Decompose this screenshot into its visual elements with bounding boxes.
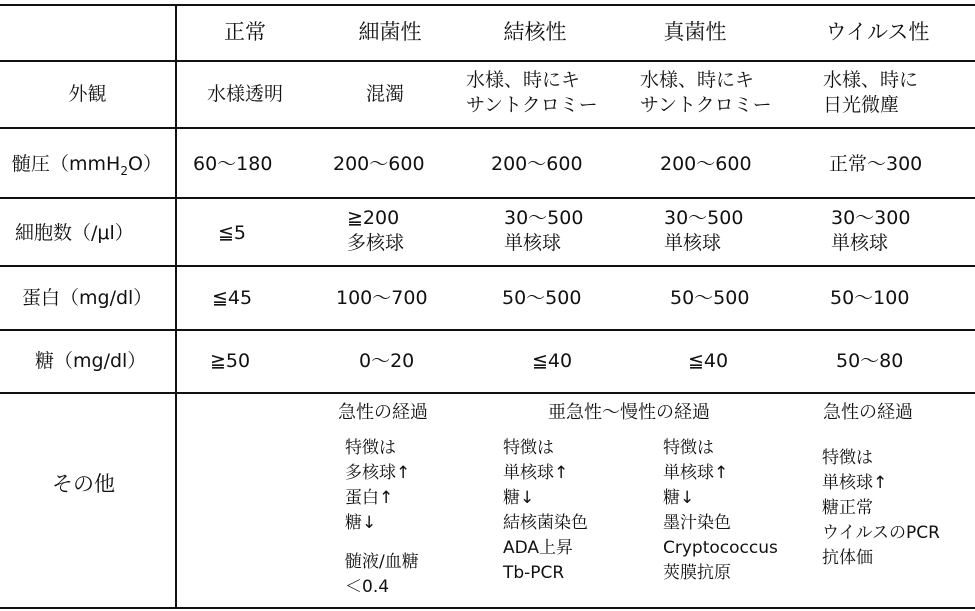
cell-pressure-viral: 正常〜300 xyxy=(829,153,923,175)
header-tuberculous: 結核性 xyxy=(503,20,567,44)
row-label-pressure: 髄圧（mmH$_2$O） xyxy=(12,153,162,178)
cell-cells-fungal: 30〜500 単核球 xyxy=(664,207,744,254)
header-normal: 正常 xyxy=(224,20,266,44)
row-divider xyxy=(0,392,975,394)
features-viral: 特徴は 単核球↑ 糖正常 ウイルスのPCR 抗体価 xyxy=(822,448,940,568)
cell-protein-bacterial: 100〜700 xyxy=(336,287,428,309)
header-viral: ウイルス性 xyxy=(825,20,930,44)
row-divider xyxy=(0,4,975,6)
features-tuberculous: 特徴は 単核球↑ 糖↓ 結核菌染色 ADA上昇 Tb-PCR xyxy=(503,438,588,583)
cell-sugar-normal: ≧50 xyxy=(210,350,251,372)
row-label-sugar: 糖（mg/dl） xyxy=(35,350,147,372)
cell-cells-bacterial: ≧200 多核球 xyxy=(347,207,405,254)
features-bacterial: 特徴は 多核球↑ 蛋白↑ 糖↓ xyxy=(345,438,411,533)
row-label-cells: 細胞数（/μl） xyxy=(15,222,134,244)
row-divider xyxy=(0,607,975,609)
cell-pressure-normal: 60〜180 xyxy=(193,153,273,175)
row-divider xyxy=(0,197,975,199)
cell-pressure-tuberculous: 200〜600 xyxy=(491,153,583,175)
cell-protein-fungal: 50〜500 xyxy=(670,287,750,309)
csf-blood-sugar-ratio: 髄液/血糖 ＜0.4 xyxy=(345,552,419,597)
cell-protein-normal: ≦45 xyxy=(212,287,253,309)
header-fungal: 真菌性 xyxy=(663,20,727,44)
cell-pressure-fungal: 200〜600 xyxy=(660,153,752,175)
cell-appearance-fungal: 水様、時にキ サントクロミー xyxy=(640,69,772,116)
cell-appearance-viral: 水様、時に 日光微塵 xyxy=(823,69,919,116)
cell-protein-viral: 50〜100 xyxy=(830,287,910,309)
row-label-other: その他 xyxy=(52,472,115,496)
row-label-appearance: 外観 xyxy=(68,83,107,105)
row-divider xyxy=(0,60,975,62)
cell-appearance-normal: 水様透明 xyxy=(206,83,283,105)
cell-protein-tuberculous: 50〜500 xyxy=(502,287,582,309)
cell-cells-tuberculous: 30〜500 単核球 xyxy=(504,207,584,254)
cell-sugar-bacterial: 0〜20 xyxy=(359,350,415,372)
row-label-protein: 蛋白（mg/dl） xyxy=(22,287,153,309)
cell-cells-viral: 30〜300 単核球 xyxy=(831,207,911,254)
cell-appearance-tuberculous: 水様、時にキ サントクロミー xyxy=(466,69,598,116)
course-subacute: 亜急性〜慢性の経過 xyxy=(548,402,710,423)
cell-appearance-bacterial: 混濁 xyxy=(365,83,404,105)
cell-sugar-tuberculous: ≦40 xyxy=(532,350,573,372)
cell-sugar-fungal: ≦40 xyxy=(688,350,729,372)
header-bacterial: 細菌性 xyxy=(358,20,422,44)
cell-pressure-bacterial: 200〜600 xyxy=(333,153,425,175)
row-divider xyxy=(0,127,975,129)
features-fungal: 特徴は 単核球↑ 糖↓ 墨汁染色 Cryptococcus 莢膜抗原 xyxy=(663,438,778,583)
row-divider xyxy=(0,265,975,267)
course-viral: 急性の経過 xyxy=(823,402,913,423)
cell-sugar-viral: 50〜80 xyxy=(836,350,904,372)
row-divider xyxy=(0,329,975,331)
course-bacterial: 急性の経過 xyxy=(338,402,428,423)
column-divider xyxy=(175,4,177,609)
cell-cells-normal: ≦5 xyxy=(218,222,247,244)
